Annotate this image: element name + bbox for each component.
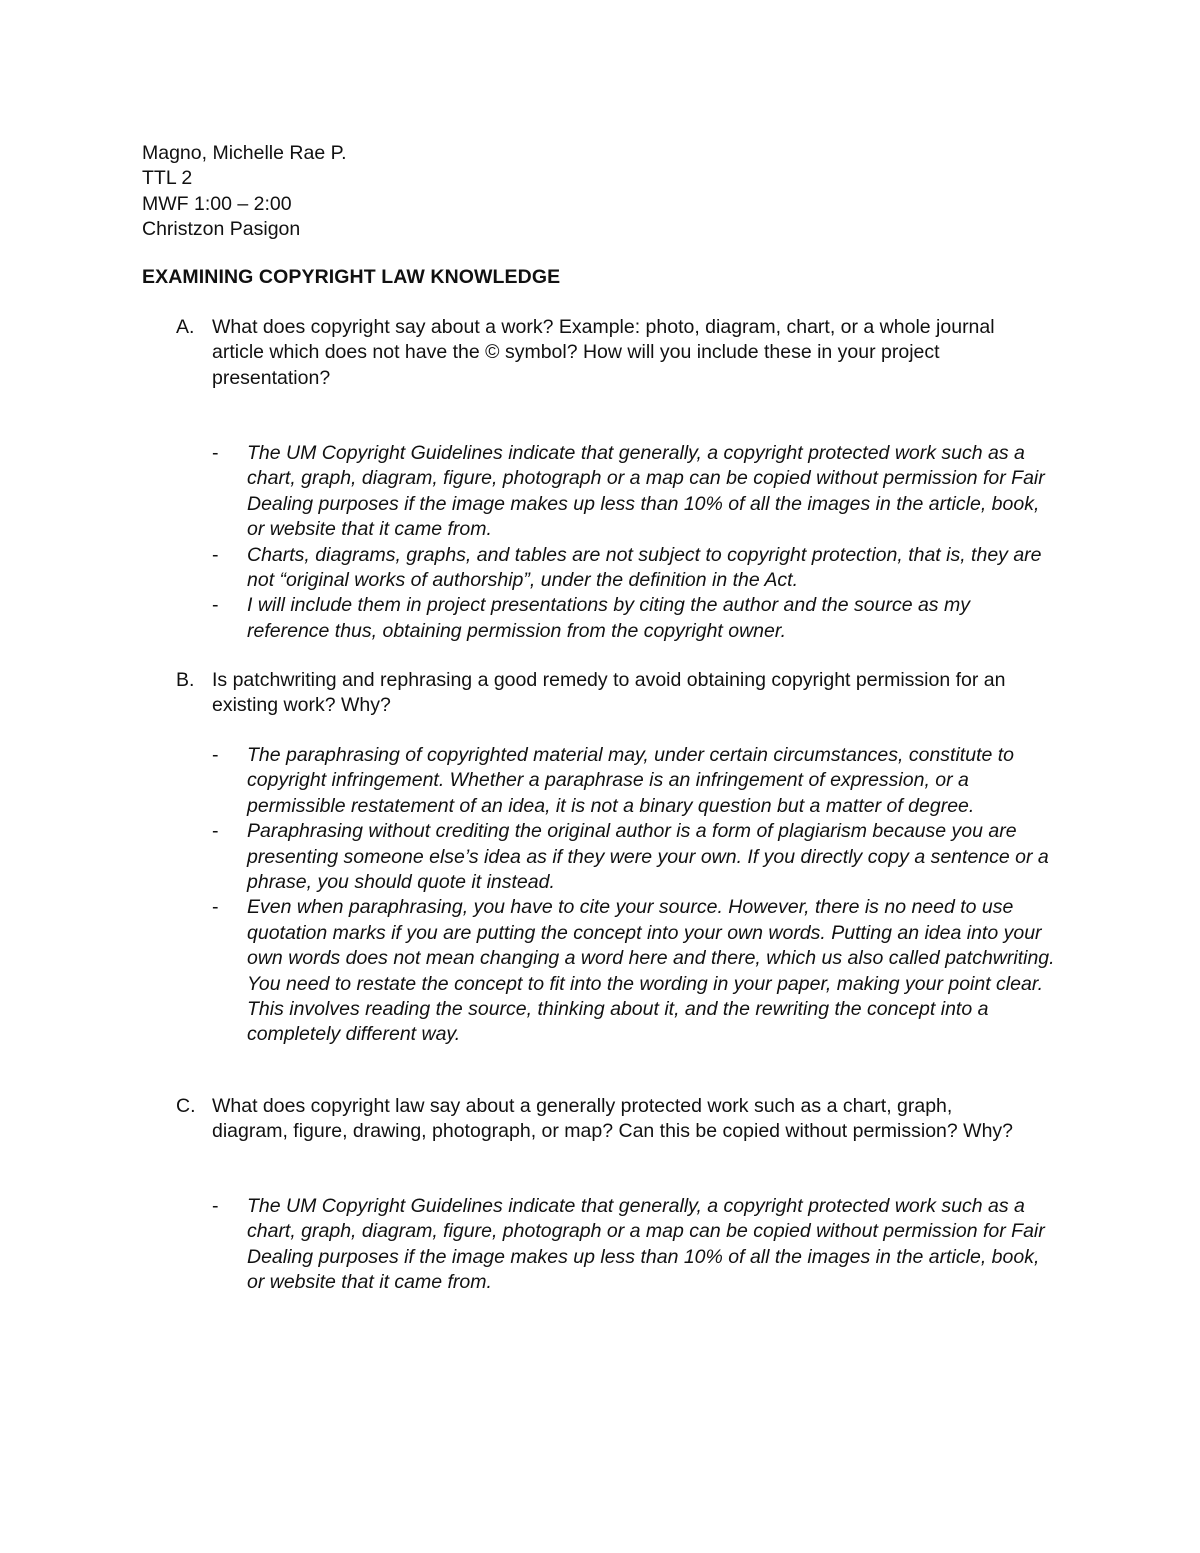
bullet-dash: -: [212, 820, 219, 843]
question-text: What does copyright say about a work? Example: photo, diagram, chart, or a whole journal article which does not have the © symbol? How will you include these in your project presentation?: [212, 316, 995, 389]
answer-item: [142, 441, 1062, 543]
answer-item: [142, 593, 1062, 644]
question-b: [142, 668, 1042, 719]
question-text: Is patchwriting and rephrasing a good remedy to avoid obtaining copyright permission for an existing work? Why?: [212, 669, 1006, 717]
answer-text: Paraphrasing without crediting the original author is a form of plagiarism because you are presenting someone else’s idea as if they were your own. If you directly copy a sentence or a phrase, you should quote it instead.: [247, 820, 1049, 894]
bullet-dash: -: [212, 1195, 219, 1217]
question-a: [142, 315, 1042, 391]
question-marker: A.: [176, 316, 195, 338]
student-name: Magno, Michelle Rae P.: [142, 142, 347, 164]
question-marker: B.: [176, 669, 195, 691]
question-text: What does copyright law say about a generally protected work such as a chart, graph, diagram, figure, drawing, photograph, or map? Can this be copied without permission? Why?: [212, 1095, 1014, 1143]
bullet-dash: -: [212, 896, 219, 919]
bullet-dash: -: [212, 744, 219, 766]
answers-b: [142, 743, 1062, 1048]
student-header: [142, 141, 1042, 243]
instructor-name: Christzon Pasigon: [142, 218, 301, 241]
course-code: TTL 2: [142, 167, 193, 190]
document-title: EXAMINING COPYRIGHT LAW KNOWLEDGE: [142, 266, 561, 288]
question-c: [142, 1094, 1042, 1145]
answer-item: [142, 543, 1062, 594]
answer-item: [142, 819, 1062, 895]
answer-text: Charts, diagrams, graphs, and tables are not subject to copyright protection, that is, they are not “original works of authorship”, under the definition in the Act.: [247, 543, 1042, 592]
answer-text: The paraphrasing of copyrighted material may, under certain circumstances, constitute to copyright infringement. Whether a paraphrase is an infringement of expression, or a permissible restatement of an idea, it is not a binary question but a matter of degree.: [247, 744, 1015, 817]
answer-text: The UM Copyright Guidelines indicate that generally, a copyright protected work such as a chart, graph, diagram, figure, photograph or a map can be copied without permission for Fair Dealing purposes if the image makes up less than 10% of all the images in the article, book, or website that it came from.: [247, 1195, 1045, 1294]
answers-a: [142, 441, 1062, 644]
answer-text: Even when paraphrasing, you have to cite your source. However, there is no need to use quotation marks if you are putting the concept into your own words. Putting an idea into your own words does not mean changing a word here and there, which us also called patchwriting. You need to restate the concept to fit into the wording in your paper, making your point clear. This involves reading the source, thinking about it, and the rewriting the concept into a completely different way.: [247, 896, 1055, 1046]
class-schedule: MWF 1:00 – 2:00: [142, 192, 292, 215]
bullet-dash: -: [212, 543, 219, 566]
answer-item: [142, 1194, 1062, 1296]
bullet-dash: -: [212, 594, 219, 617]
answer-text: The UM Copyright Guidelines indicate that generally, a copyright protected work such as a chart, graph, diagram, figure, photograph or a map can be copied without permission for Fair Dealing purposes if the image makes up less than 10% of all the images in the article, book, or website that it came from.: [247, 442, 1045, 541]
answer-item: [142, 743, 1062, 819]
answers-c: [142, 1194, 1062, 1296]
answer-text: I will include them in project presentations by citing the author and the source as my reference thus, obtaining permission from the copyright owner.: [247, 594, 970, 642]
answer-item: [142, 895, 1062, 1047]
question-marker: C.: [176, 1095, 196, 1117]
bullet-dash: -: [212, 442, 219, 464]
